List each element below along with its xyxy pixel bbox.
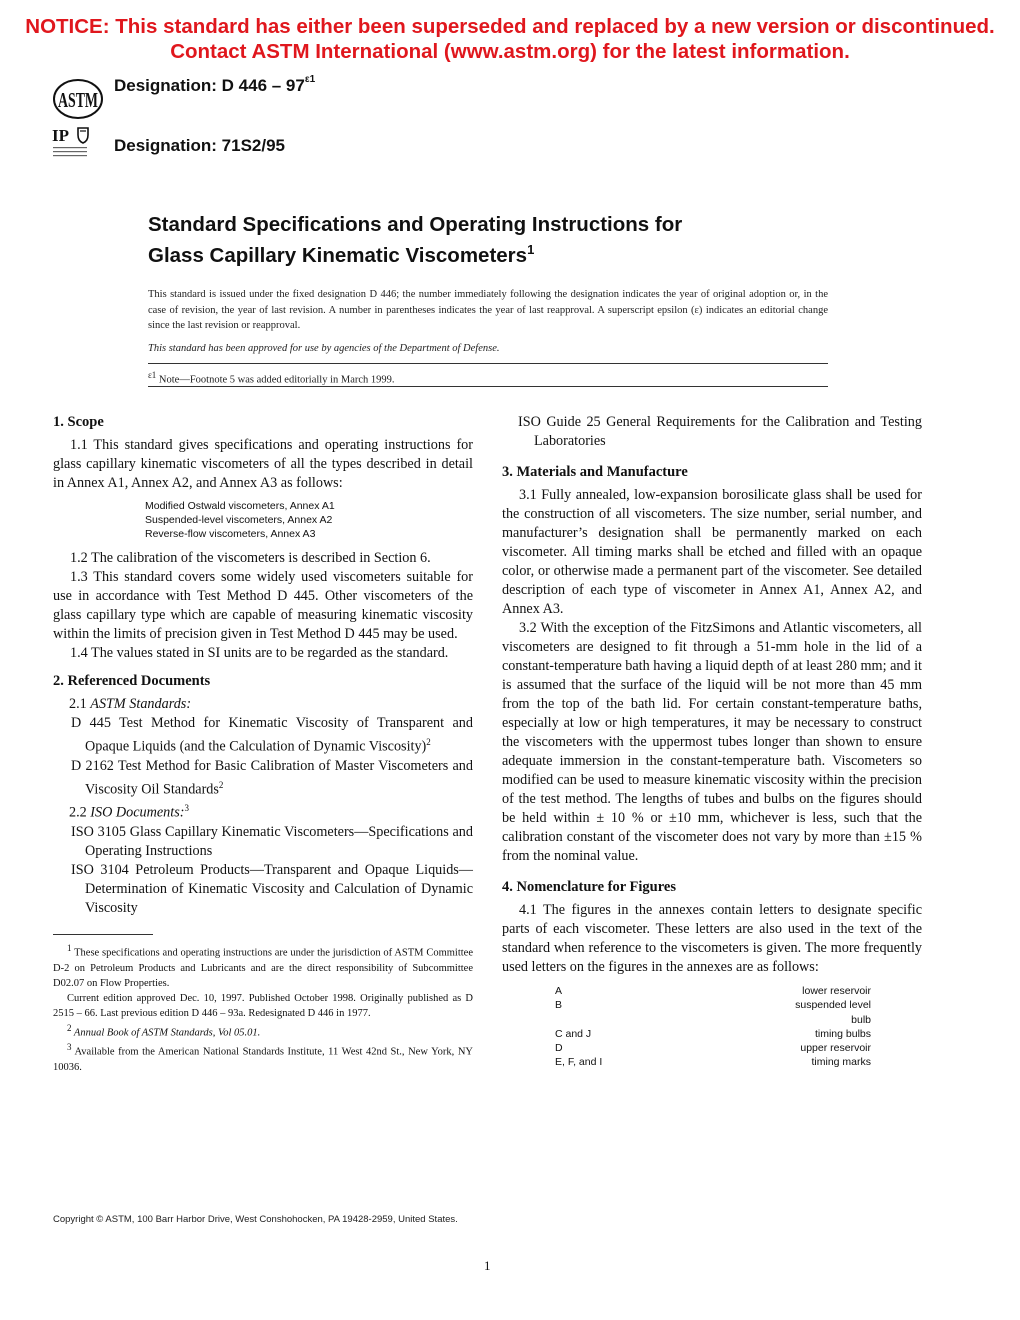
reference-d2162: D 2162 Test Method for Basic Calibration of Master Viscometers and Viscosity Oil Standards$^2$ bbox=[71, 757, 473, 798]
nomenclature-table bbox=[555, 984, 871, 1070]
footnote-1: $^1$ These specifications and operating instructions are under the jurisdiction of ASTM Committee D-2 on Petroleum Products and Lubricants and are the direct responsibility of Subcommittee D02.07 on Flow Properties. bbox=[53, 943, 473, 989]
materials-3-1: 3.1 Fully annealed, low-expansion borosilicate glass shall be used for the construction of all viscometers. The size number, serial number, and manufacturer’s designation shall be permanently marked on each viscometer. All timing marks shall be etched and filled with an opaque color, or otherwise made a permanent part of the viscometer. See detailed description of each type of viscometer in Annex A1, Annex A2, and Annex A3. bbox=[502, 487, 922, 617]
reference-d445: D 445 Test Method for Kinematic Viscosity of Transparent and Opaque Liquids (and the Calculation of Dynamic Viscosity)$^2$ bbox=[71, 715, 473, 755]
title-footnote-ref: 1 bbox=[527, 242, 535, 257]
copyright-notice: Copyright © ASTM, 100 Barr Harbor Drive, West Conshohocken, PA 19428-2959, United States. bbox=[53, 1214, 458, 1225]
title-line-2: Glass Capillary Kinematic Viscometers$^1$ bbox=[148, 242, 535, 267]
table-row: E, F, and I timing marks bbox=[555, 1056, 871, 1069]
table-row: C and J timing bulbs bbox=[555, 1027, 871, 1040]
reference-iso3104: ISO 3104 Petroleum Products—Transparent and Opaque Liquids—Determination of Kinematic Viscosity and Calculation of Dynamic Viscosity bbox=[71, 862, 473, 917]
ip-logo-text: IP bbox=[52, 126, 69, 145]
scope-heading: 1. Scope bbox=[53, 414, 104, 430]
notice-line-1: NOTICE: This standard has either been superseded and replaced by a new version or discontinued. bbox=[25, 15, 995, 38]
notice-banner bbox=[0, 14, 1020, 64]
epsilon-superscript: ε1 bbox=[304, 74, 316, 86]
left-column bbox=[53, 413, 473, 1075]
materials-3-2: 3.2 With the exception of the FitzSimons and Atlantic viscometers, all viscometers are designed to fit through a 51-mm hole in the lid of a constant-temperature bath having a liquid depth of at least 280 mm; and it is assumed that the surface of the liquid will be not more than 45 mm from the top of the bath lid. For certain constant-temperature baths, especially at low or high temperatures, it may be necessary to construct the viscometers with the uppermost tubes longer than shown to ensure adequate immersion in the constant-temperature bath. Viscometers so modified can be used to measure kinematic viscosity within the precision of the test method. The lengths of tubes and bulbs on the figures should be held within ± 10 % or ±10 mm, whichever is less, such that the calibration constant of the viscometer does not vary by more than ±15 % from the nominal value. bbox=[502, 620, 922, 864]
document-title bbox=[148, 212, 848, 268]
scope-1-1: 1.1 This standard gives specifications and operating instructions for glass capillary kinematic viscometers of all the types described in detail in Annex A1, Annex A2, and Annex A3 as follows: bbox=[53, 437, 473, 491]
materials-heading: 3. Materials and Manufacture bbox=[502, 464, 688, 480]
reference-iso3105: ISO 3105 Glass Capillary Kinematic Viscometers—Specifications and Operating Instructions bbox=[71, 824, 473, 860]
designation-astm: Designation: D $446 - 97^{\varepsilon 1}$ bbox=[114, 74, 316, 95]
nomenclature-heading: 4. Nomenclature for Figures bbox=[502, 879, 676, 895]
footnotes bbox=[53, 941, 473, 1075]
table-row: bulb bbox=[851, 1013, 871, 1026]
footnote-3: $^3$ Available from the American National Standards Institute, 11 West 42nd St., New York, NY 10036. bbox=[53, 1042, 473, 1073]
astm-standards-label: 2.1 ASTM Standards: bbox=[69, 696, 192, 712]
footnote-divider bbox=[53, 934, 153, 935]
viscometer-type-list bbox=[53, 499, 473, 541]
footnote-1-edition: Current edition approved Dec. 10, 1997. Published October 1998. Originally published as D 2515 – 66. Last previous edition D 446 – 93a. Redesignated D 446 in 1977. bbox=[53, 992, 473, 1019]
approval-statement: This standard has been approved for use by agencies of the Department of Defense. bbox=[148, 343, 500, 354]
note-divider bbox=[148, 386, 828, 387]
list-item: Suspended-level viscometers, Annex A2 bbox=[145, 514, 333, 526]
list-item: Modified Ostwald viscometers, Annex A1 bbox=[145, 500, 335, 512]
astm-logo bbox=[52, 78, 104, 120]
scope-1-2: 1.2 The calibration of the viscometers is described in Section 6. bbox=[70, 550, 431, 566]
table-row: B suspended level bbox=[555, 999, 871, 1012]
scope-1-3: 1.3 This standard covers some widely used viscometers suitable for use in accordance with Test Method D 445. Other viscometers of the glass capillary type which are capable of measuring kinematic viscosity within the limits of precision given in Test Method D 445 may be used. bbox=[53, 569, 473, 642]
editorial-note: $^{\varepsilon 1}$ Note—Footnote 5 was added editorially in March 1999. bbox=[148, 370, 395, 386]
iso-documents-label: 2.2 ISO Documents:$^3$ bbox=[69, 803, 189, 822]
ip-logo bbox=[50, 125, 98, 161]
table-row: A lower reservoir bbox=[555, 985, 871, 997]
table-row: D upper reservoir bbox=[555, 1042, 871, 1055]
issued-statement: This standard is issued under the fixed designation D 446; the number immediately following the designation indicates the year of original adoption or, in the case of revision, the year of last revision. A number in parentheses indicates the year of last reapproval. A superscript epsilon (ε) indicates an editorial change since the last revision or reapproval. bbox=[148, 289, 828, 331]
preface-divider bbox=[148, 363, 828, 364]
right-column bbox=[502, 413, 922, 1070]
list-item: Reverse-flow viscometers, Annex A3 bbox=[145, 528, 316, 540]
notice-line-2: Contact ASTM International (www.astm.org) for the latest information. bbox=[170, 40, 850, 63]
footnote-2: $^2$ Annual Book of ASTM Standards, Vol 05.01. bbox=[67, 1022, 261, 1039]
page-number: 1 bbox=[484, 1258, 491, 1273]
reference-iso-guide25: ISO Guide 25 General Requirements for the Calibration and Testing Laboratories bbox=[518, 414, 922, 449]
referenced-documents-heading: 2. Referenced Documents bbox=[53, 673, 211, 689]
title-line-1: Standard Specifications and Operating Instructions for bbox=[148, 213, 683, 236]
scope-1-4: 1.4 The values stated in SI units are to be regarded as the standard. bbox=[70, 645, 449, 661]
astm-logo-text: ASTM bbox=[58, 88, 99, 112]
nomenclature-4-1: 4.1 The figures in the annexes contain letters to designate specific parts of each viscometer. These letters are also used in the text of the standard when reference to the viscometers is given. The more frequently used letters on the figures in the annexes are as follows: bbox=[502, 902, 922, 975]
designation-ip: Designation: 71S2/95 bbox=[114, 136, 286, 155]
